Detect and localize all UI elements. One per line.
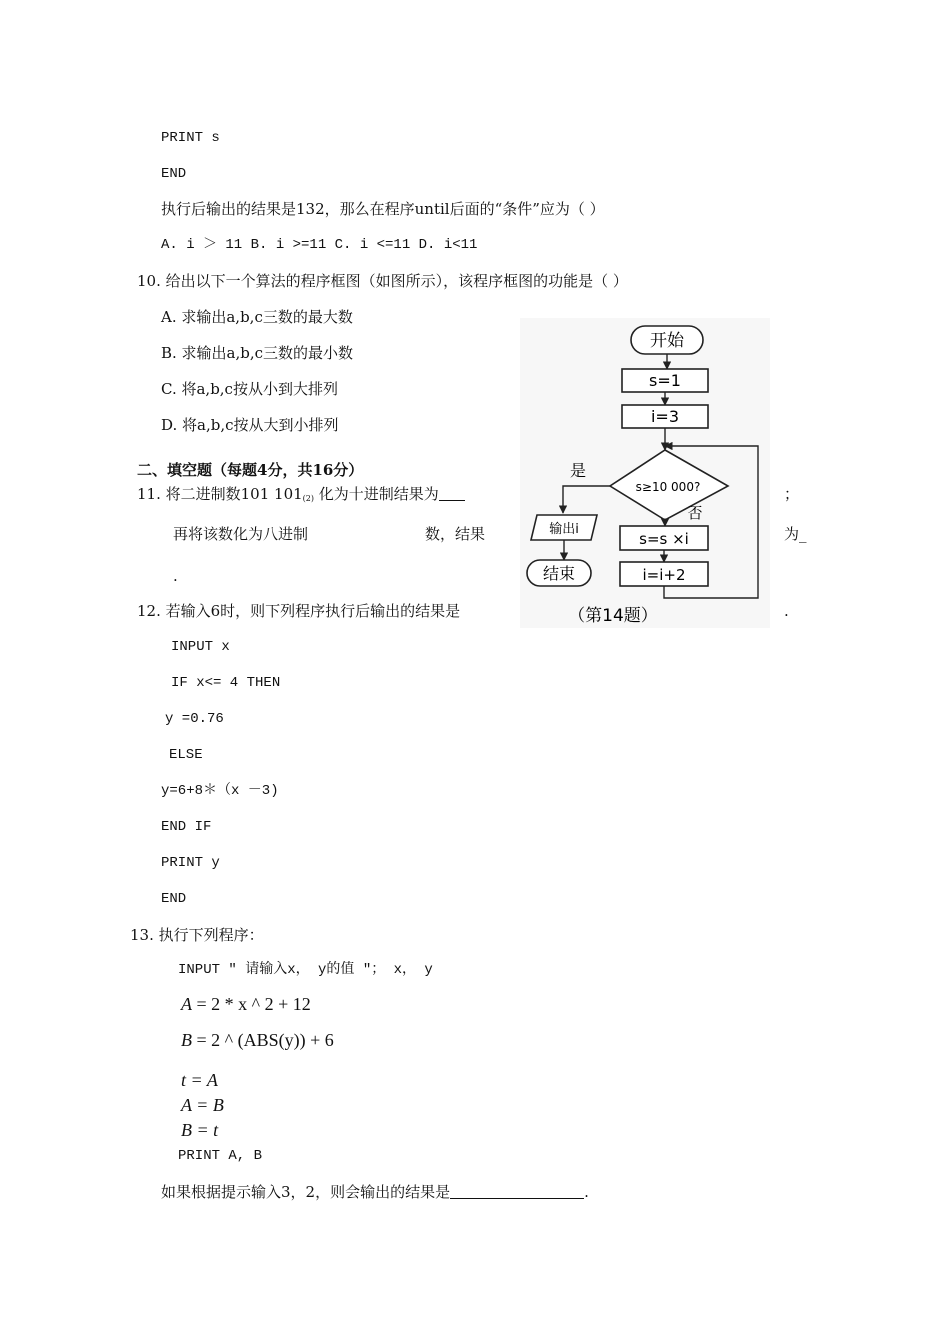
flowchart-output-label: 输出i xyxy=(549,522,579,537)
flowchart-yes-label: 是 xyxy=(569,461,587,480)
q13-final xyxy=(161,1182,589,1202)
q13-question: 13. 执行下列程序： xyxy=(130,926,264,944)
q13-final-period: . xyxy=(584,1183,589,1201)
q11-subscript: (2) xyxy=(302,494,314,503)
q11-answer-blank-1[interactable] xyxy=(439,485,465,501)
q13-eq-a xyxy=(181,994,311,1014)
flowchart-no-label: 否 xyxy=(687,504,703,522)
q10-option-b: B. 求输出a,b,c三数的最小数 xyxy=(161,344,354,362)
q13-eq-ab: A = B xyxy=(181,1095,224,1115)
q13-input-line: INPUT " 请输入x， y的值 "； x， y xyxy=(178,962,433,978)
q11-prefix: 11. 将二进制数101 101 xyxy=(137,485,303,503)
q10-option-a: A. 求输出a,b,c三数的最大数 xyxy=(161,308,353,326)
flowchart-s-init-label: s=1 xyxy=(649,371,681,390)
q13-print-line: PRINT A, B xyxy=(178,1148,263,1164)
q12-period: . xyxy=(784,602,789,620)
q13-eq-b xyxy=(181,1030,334,1050)
flowchart-end-label: 结束 xyxy=(542,564,576,583)
flowchart-update-s-label: s=s ×i xyxy=(639,530,689,548)
q12-code-line: ELSE xyxy=(169,747,203,763)
flowchart-i-init-label: i=3 xyxy=(650,407,680,426)
q12-code-line: PRINT y xyxy=(161,855,220,871)
q10-option-c: C. 将a,b,c按从小到大排列 xyxy=(161,380,338,398)
q10-question: 10. 给出以下一个算法的程序框图（如图所示），该程序框图的功能是（ ） xyxy=(137,272,628,290)
q12-code-line: y =0.76 xyxy=(165,711,224,727)
q13-eq-a-var: A xyxy=(181,994,192,1014)
q13-eq-t: t = A xyxy=(181,1070,218,1090)
q13-eq-bt: B = t xyxy=(181,1120,219,1140)
q9-options: A. i ＞ 11 B. i >=11 C. i <=11 D. i<11 xyxy=(161,237,478,253)
q12-code-line: END xyxy=(161,891,187,907)
q12-code-line: END IF xyxy=(161,819,212,835)
q11-middle: 化为十进制结果为 xyxy=(314,485,439,503)
q12-code-line: y=6+8＊（x －3) xyxy=(161,783,279,799)
q11-line2-a: 再将该数化为八进制 xyxy=(173,525,309,543)
flowchart-update-i-label: i=i+2 xyxy=(642,566,686,584)
section-title: 二、填空题（每题4分，共16分） xyxy=(137,461,364,479)
code-print-s: PRINT s xyxy=(161,130,220,146)
q13-final-text: 如果根据提示输入3，2，则会输出的结果是 xyxy=(161,1183,451,1201)
flowchart-start-label: 开始 xyxy=(650,331,684,351)
q12-question: 12. 若输入6时，则下列程序执行后输出的结果是 xyxy=(137,602,461,620)
q11-line2-b: 数，结果 xyxy=(425,525,486,543)
q13-eq-a-rhs: = 2 * x ^ 2 + 12 xyxy=(192,994,311,1014)
q13-answer-blank[interactable] xyxy=(450,1183,584,1199)
flowchart-caption: （第14题） xyxy=(568,606,658,626)
q12-code-line: IF x<= 4 THEN xyxy=(171,675,281,691)
q12-code-line: INPUT x xyxy=(171,639,230,655)
q11-semicolon: ； xyxy=(784,485,800,503)
flowchart-decision-label: s≥10 000? xyxy=(635,480,701,494)
q13-eq-b-var: B xyxy=(181,1030,192,1050)
q11-line1 xyxy=(137,484,465,509)
flowchart-figure xyxy=(520,318,770,628)
q10-option-d: D. 将a,b,c按从大到小排列 xyxy=(161,416,339,434)
q9-question-text: 执行后输出的结果是132，那么在程序until后面的“条件”应为（ ） xyxy=(161,200,605,218)
q11-period: . xyxy=(173,567,178,585)
code-end: END xyxy=(161,166,187,182)
q11-line2-c: 为_ xyxy=(784,525,807,543)
q13-eq-b-rhs: = 2 ^ (ABS(y)) + 6 xyxy=(192,1030,334,1050)
